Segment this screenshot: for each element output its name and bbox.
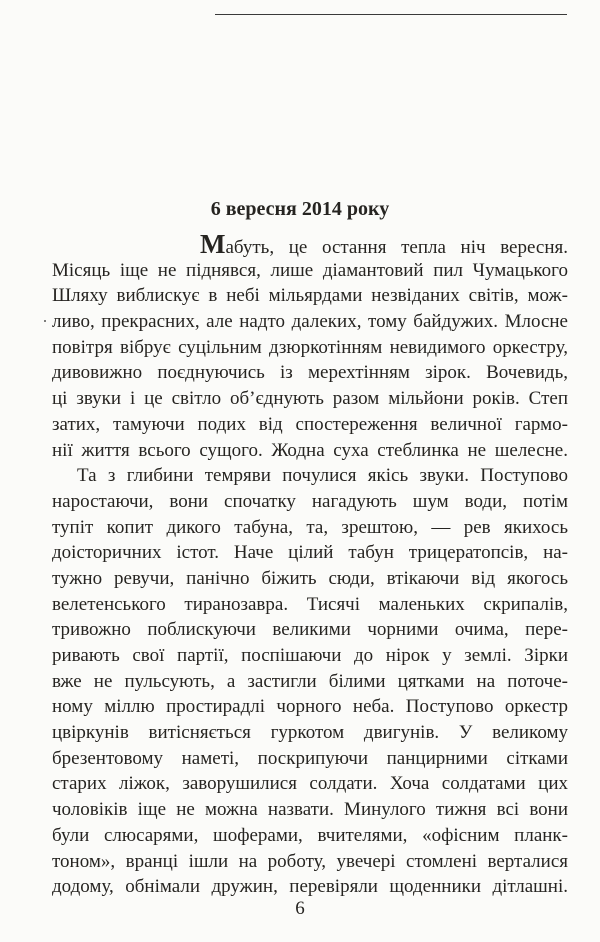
text-line: тривожно поблискуючи великими чорними очима, пере-: [52, 619, 568, 641]
text-line: дивовижно поєднуючись із мерехтінням зірок. Вочевидь,: [52, 362, 568, 384]
chapter-heading: 6 вересня 2014 року: [210, 198, 390, 220]
text-line: цвіркунів витісняється гуркотом двигунів. У великому: [52, 722, 568, 744]
text-line: Місяць іще не піднявся, лише діамантовий пил Чумацького: [52, 259, 568, 281]
paragraph-1-first-line: Мабуть, це остання тепла ніч вересня.: [200, 229, 568, 259]
text-line: тужно ревучи, панічно біжить сюди, втікаючи від якогось: [52, 567, 568, 589]
header-rule: [215, 14, 567, 15]
text-line: ці звуки і це світло об’єднують разом мільйони років. Степ: [52, 388, 568, 410]
text-line: вже не пульсують, а застигли білими цятками на поточе-: [52, 670, 568, 692]
text-line: нії життя всього сущого. Жодна суха стеблинка не шелесне.: [52, 439, 568, 461]
text-line: тупіт копит дикого табуна, та, зрештою, — рев якихось: [52, 516, 568, 538]
text-line: чоловіків іще не можна назвати. Минулого тижня всі вони: [52, 799, 568, 821]
text-line: повітря вібрує суцільним дзюркотінням невидимого оркестру,: [52, 336, 568, 358]
paragraph-1: [52, 258, 568, 464]
text-line: додому, обнімали дружин, перевіряли щоденники дітлашні.: [52, 876, 568, 898]
text-line: доісторичних істот. Наче цілий табун трицератопсів, на-: [52, 542, 568, 564]
text-line: Та з глибини темряви почулися якісь звуки. Поступово: [77, 465, 568, 487]
drop-letter: М: [200, 229, 226, 259]
text-line: були слюсарями, шоферами, вчителями, «офісним планк-: [52, 824, 568, 846]
page-number: 6: [295, 898, 305, 919]
text-line: ривають свої партії, поспішаючи до нірок у землі. Зірки: [52, 645, 568, 666]
text-line: брезентовому наметі, поскрипуючи панцирними сітками: [52, 747, 568, 769]
body-text: [52, 229, 568, 900]
text-line: старих ліжок, заворушилися солдати. Хоча солдатами цих: [52, 773, 568, 795]
text-line: наростаючи, вони спочатку нагадують шум води, потім: [52, 490, 568, 512]
text-line: ливо, прекрасних, але надто далеких, тому байдужих. Млосне: [52, 311, 568, 333]
text-line: ному міллю простирадлі чорного неба. Поступово оркестр: [52, 696, 568, 718]
text-line: велетенського тиранозавра. Тисячі маленьких скрипалів,: [52, 593, 568, 615]
text-line: Шляху виблискує в небі мільярдами незвіданих світів, мож-: [52, 285, 568, 307]
scan-speck: [44, 320, 46, 322]
paragraph-2: [52, 463, 568, 900]
text-line: затих, тамуючи подих від спостереження величної гармо-: [52, 413, 568, 435]
text-line: тоном», вранці ішли на роботу, увечері стомлені верталися: [52, 850, 568, 872]
